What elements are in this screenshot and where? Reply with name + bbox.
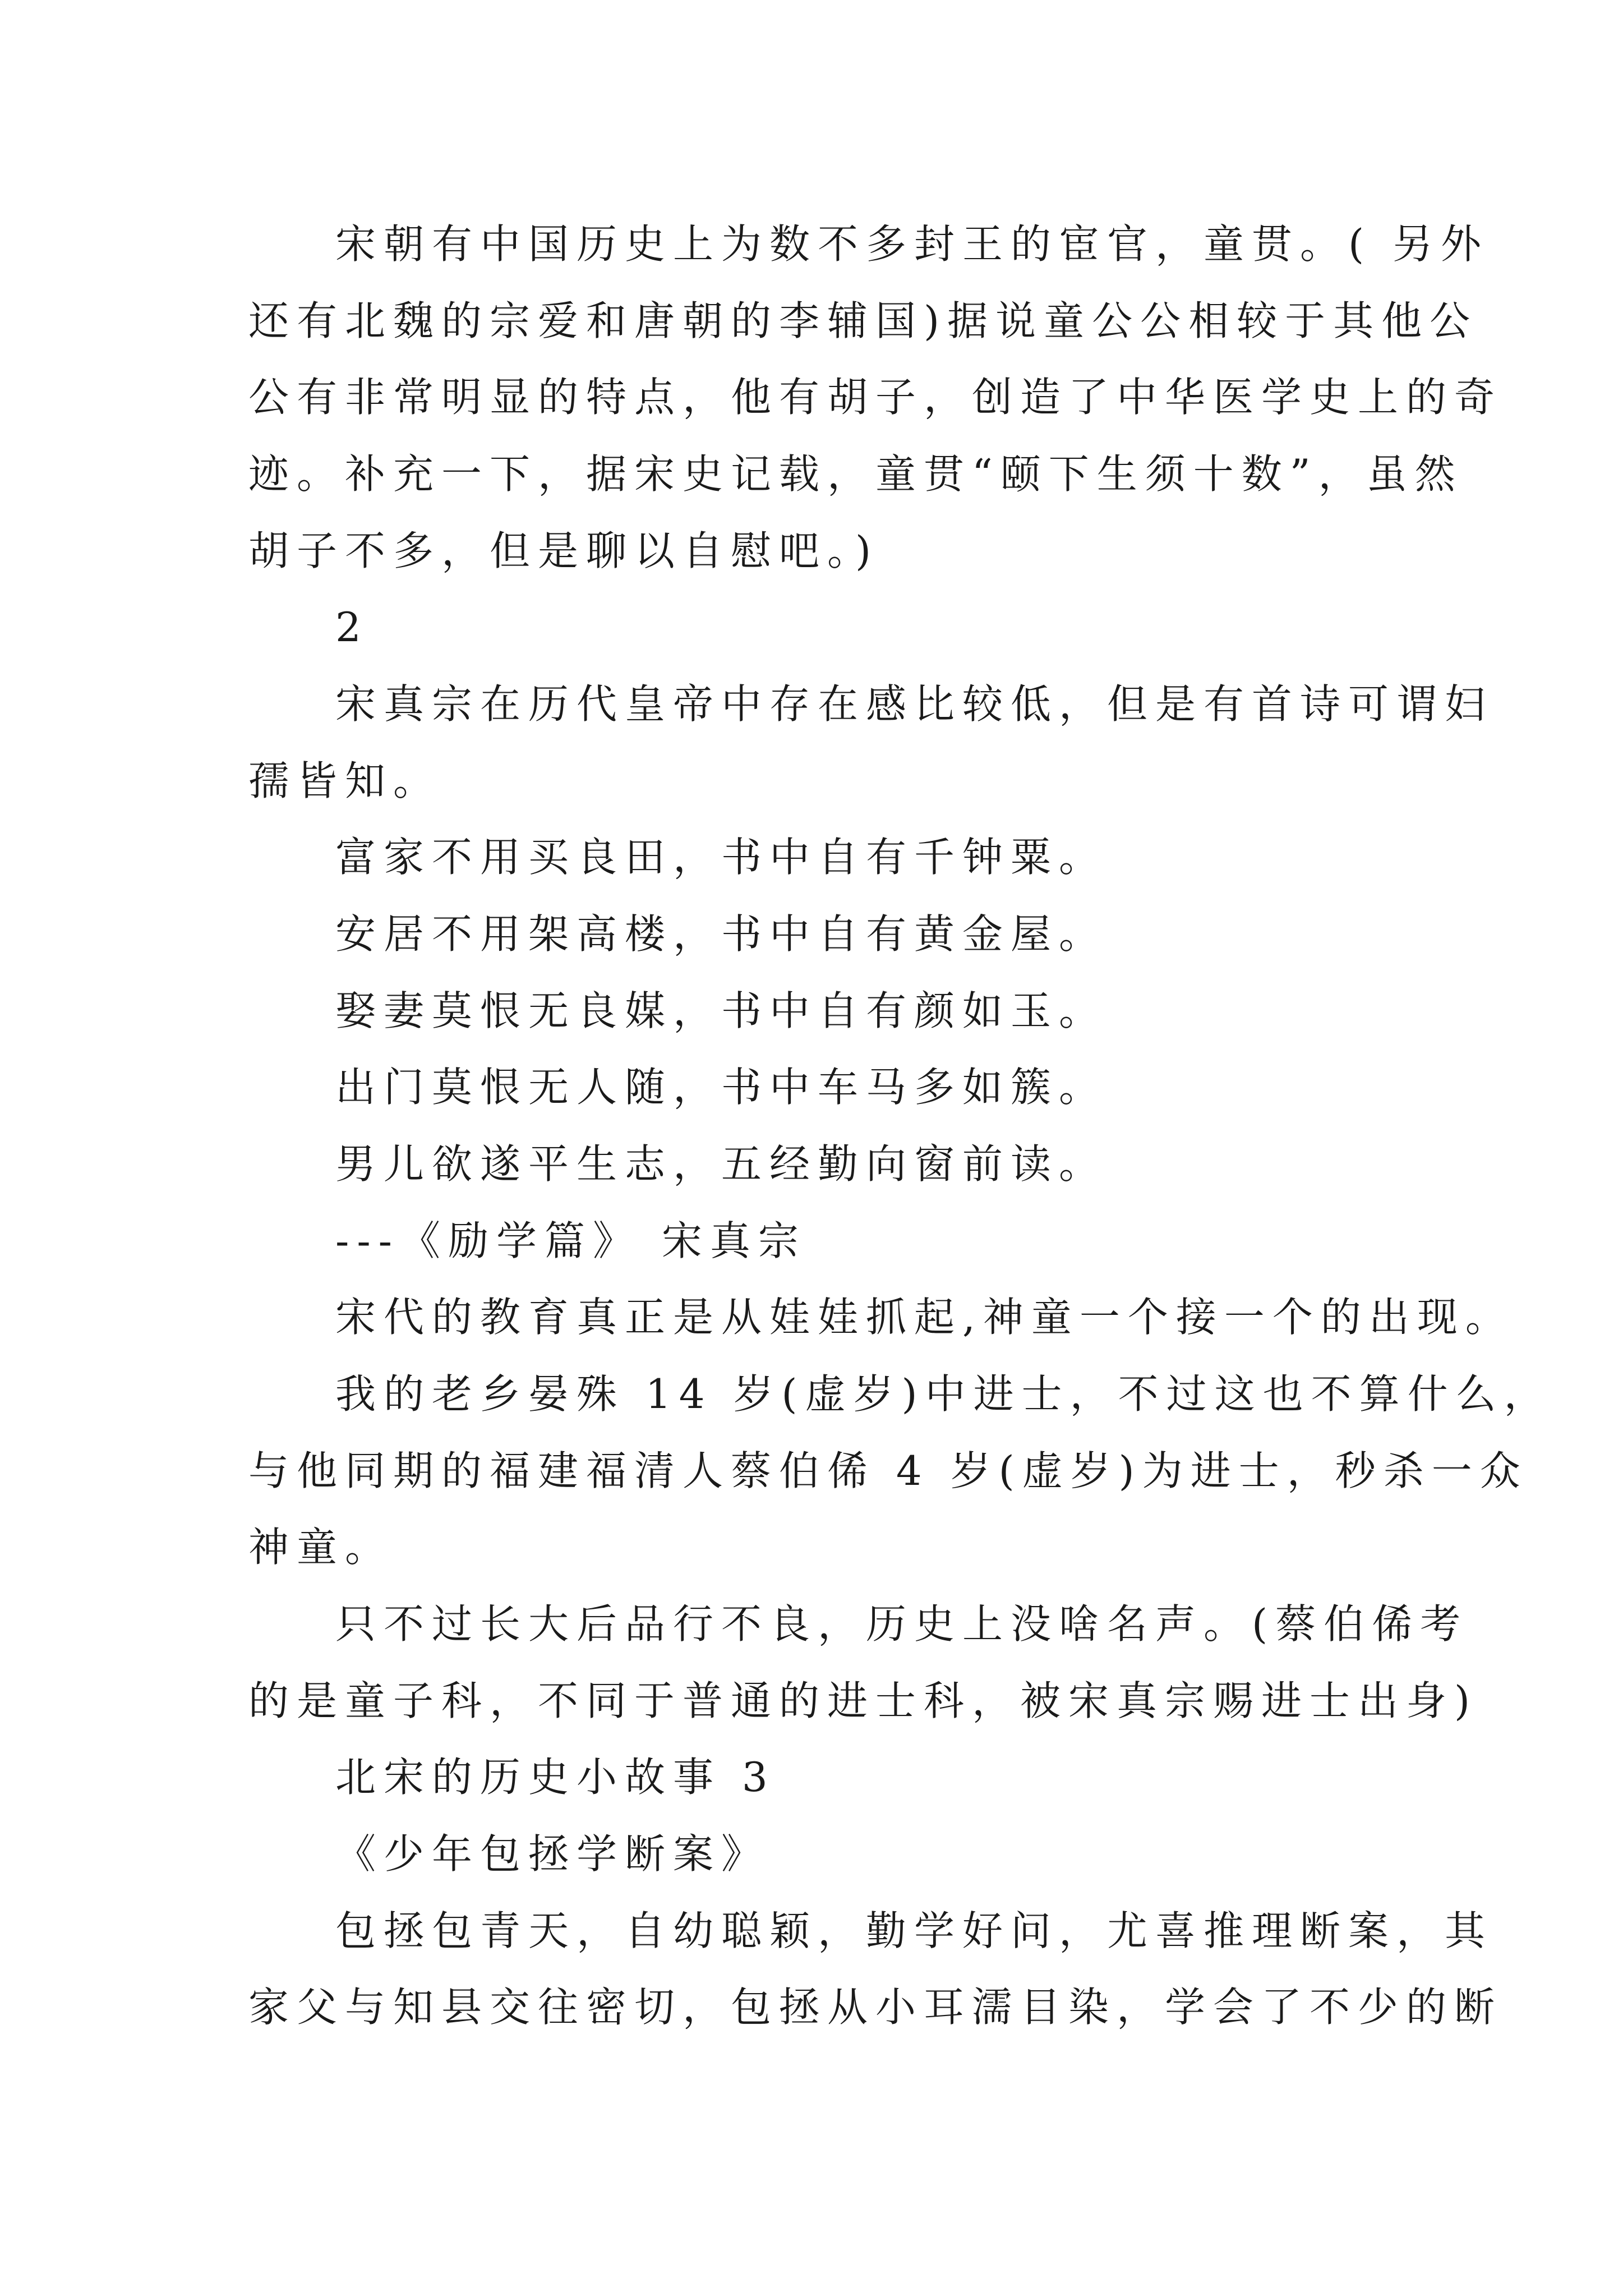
- story-title: 《少年包拯学断案》: [335, 1830, 770, 1878]
- paragraph-line: 我的老乡晏殊 14 岁(虚岁)中进士，不过这也不算什么，: [335, 1370, 1552, 1418]
- poem-attribution: ---《励学篇》 宋真宗: [335, 1217, 806, 1264]
- poem-line: 男儿欲遂平生志，五经勤向窗前读。: [335, 1140, 1108, 1188]
- poem-line: 富家不用买良田，书中自有千钟粟。: [335, 834, 1108, 881]
- paragraph-line: 迹。补充一下，据宋史记载，童贯“颐下生须十数”，虽然: [248, 450, 1463, 498]
- poem-line: 安居不用架高楼，书中自有黄金屋。: [335, 910, 1108, 958]
- paragraph-line: 宋真宗在历代皇帝中存在感比较低，但是有首诗可谓妇: [335, 680, 1493, 728]
- paragraph-line: 神童。: [248, 1524, 394, 1571]
- poem-line: 出门莫恨无人随，书中车马多如簇。: [335, 1064, 1108, 1111]
- paragraph-line: 的是童子科，不同于普通的进士科，被宋真宗赐进士出身): [248, 1677, 1478, 1724]
- paragraph-line: 宋代的教育真正是从娃娃抓起,神童一个接一个的出现。: [335, 1294, 1514, 1341]
- poem-line: 娶妻莫恨无良媒，书中自有颜如玉。: [335, 987, 1108, 1034]
- paragraph-line: 宋朝有中国历史上为数不多封王的宦官，童贯。( 另外: [335, 220, 1489, 268]
- paragraph-line: 孺皆知。: [248, 757, 442, 804]
- paragraph-line: 还有北魏的宗爱和唐朝的李辅国)据说童公公相较于其他公: [248, 297, 1478, 344]
- section-heading: 北宋的历史小故事 3: [335, 1754, 776, 1801]
- paragraph-line: 公有非常明显的特点，他有胡子，创造了中华医学史上的奇: [248, 374, 1503, 421]
- section-number: 2: [335, 604, 369, 651]
- paragraph-line: 与他同期的福建福清人蔡伯俙 4 岁(虚岁)为进士，秒杀一众: [248, 1447, 1528, 1494]
- paragraph-line: 包拯包青天，自幼聪颖，勤学好问，尤喜推理断案，其: [335, 1907, 1493, 1954]
- paragraph-line: 只不过长大后品行不良，历史上没啥名声。(蔡伯俙考: [335, 1600, 1469, 1648]
- paragraph-line: 家父与知县交往密切，包拯从小耳濡目染，学会了不少的断: [248, 1984, 1503, 2031]
- paragraph-line: 胡子不多，但是聊以自慰吧。): [248, 527, 879, 574]
